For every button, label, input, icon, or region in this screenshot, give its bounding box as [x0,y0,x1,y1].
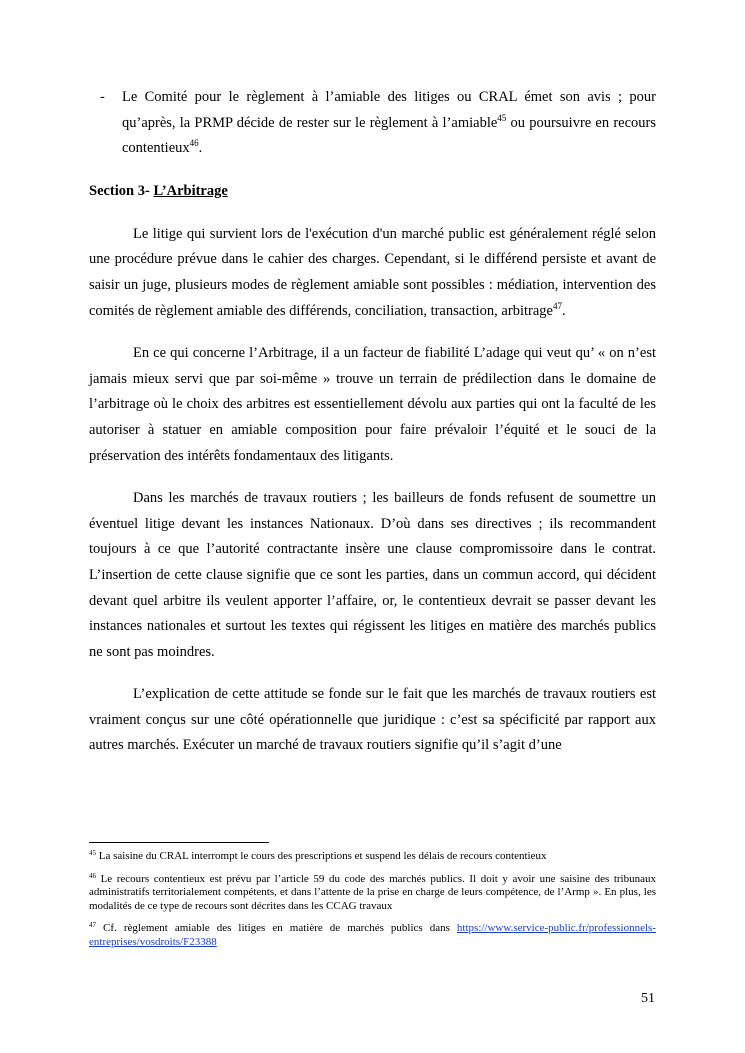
footnote-ref-46[interactable]: 46 [189,138,199,149]
paragraph: Le litige qui survient lors de l'exécution d'un marché public est généralement réglé selon une procédure prévue dans le cahier des charges. Cependant, si le différend persiste et avant de saisir un juge, plusieurs modes de règlement amiable sont possibles : médiation, intervention des comités de règlement amiable des différends, conciliation, transaction, arbitrage$^{47}$. [89,225,656,319]
footnote-ref-45[interactable]: 45 [497,112,507,123]
footnote-number: 45 [89,849,96,857]
footnote-46: $^{46}$ Le recours contentieux est prévu par l’article 59 du code des marchés publics. Il doit y avoir une saisine des tribunaux administratifs territorialement compétents, et dans l’attente de la prise en charge de leurs compétence, de l’Armp ». En plus, les modalités de ce type de recours sont décrites dans les CCAG travaux [89,871,656,912]
footnote-ref-47[interactable]: 47 [552,300,562,311]
main-text [89,85,656,776]
bullet-item [89,85,656,162]
section-heading [89,179,656,204]
bullet-dash: - [100,89,105,105]
paragraph: L’explication de cette attitude se fonde sur le fait que les marchés de travaux routiers est vraiment conçus sur une côté opérationnelle que juridique : c’est sa spécificité par rapport aux autres marchés. Exécuter un marché de travaux routiers signifie qu’il s’agit d’une [89,686,656,754]
footnote-number: 46 [89,871,96,880]
paragraph: En ce qui concerne l’Arbitrage, il a un facteur de fiabilité L’adage qui veut qu’ « on n’est jamais mieux servi que par soi-même » trouve un terrain de prédilection dans le domaine de l’arbitrage où le choix des arbitres est essentiellement dévolu aux parties qui ont la faculté de les autoriser à statuer en amiable composition pour faire prévaloir l’équité et le souci de la préservation des intérêts fondamentaux des litigants. [89,345,656,464]
page-number: 51 [641,991,655,1006]
footnote-45: $^{45}$ La saisine du CRAL interrompt le cours des prescriptions et suspend les délais de recours contentieux [89,849,547,862]
paragraph: Dans les marchés de travaux routiers ; les bailleurs de fonds refusent de soumettre un éventuel litige devant les instances Nationaux. D’où dans ses directives ; ils recommandent toujours à ce que l’autorité contractante insère une clause compromissoire dans le contrat. L’insertion de cette clause signifie que ce sont les parties, dans un commun accord, qui décident devant quel arbitre ils veulent apporter l’affaire, or, le contentieux devrait se passer devant les instances nationales et surtout les textes qui régissent les litiges en matière des marchés publics ne sont pas moindres. [89,490,656,660]
footnote-number: 47 [89,921,96,929]
bullet-text: Le Comité pour le règlement à l’amiable des litiges ou CRAL émet son avis ; pour qu’après, la PRMP décide de rester sur le règlement à l’amiable$^{45}$ ou poursuivre en recours contentieux$^{46}$. [122,89,656,157]
footnote-47: $^{47}$ Cf. règlement amiable des litiges en matière de marchés publics dans https://www.service-public.fr/professionnels-entreprises/vosdroits/F23388 [89,921,656,948]
section-title: L’Arbitrage [153,182,228,199]
footnotes [89,842,656,958]
footnote-separator [89,842,269,843]
footnote-link[interactable]: https://www.service-public.fr/professionnels-entreprises/vosdroits/F23388 [89,922,656,948]
section-prefix: Section 3- [89,182,154,199]
